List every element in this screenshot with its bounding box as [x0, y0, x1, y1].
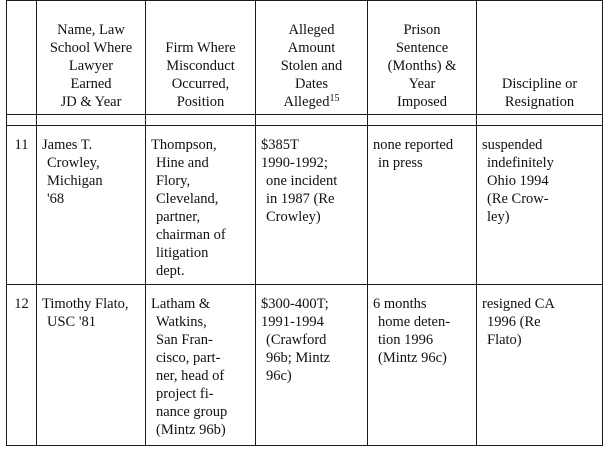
row-number: 11	[7, 126, 37, 285]
row-number: 12	[7, 285, 37, 446]
cell-discipline: suspended indefinitely Ohio 1994 (Re Crow- ley)	[477, 126, 603, 285]
header-firm-position: Firm Where Misconduct Occurred, Position	[146, 1, 256, 115]
cell-prison-sentence: 6 months home deten- tion 1996 (Mintz 96c)	[368, 285, 477, 446]
lawyer-misconduct-table	[6, 0, 603, 446]
document-page	[6, 0, 602, 446]
cell-discipline: resigned CA 1996 (Re Flato)	[477, 285, 603, 446]
header-discipline: Discipline or Resignation	[477, 1, 603, 115]
header-amount-dates: Alleged Amount Stolen and Dates Alleged$^{15}$	[256, 1, 368, 115]
cell-prison-sentence: none reported in press	[368, 126, 477, 285]
cell-amount-dates: $385T 1990-1992; one incident in 1987 (Re Crowley)	[256, 126, 368, 285]
header-rownum	[7, 1, 37, 115]
table-row	[7, 285, 603, 446]
cell-firm-position: Thompson, Hine and Flory, Cleveland, partner, chairman of litigation dept.	[146, 126, 256, 285]
cell-name-school: Timothy Flato, USC '81	[37, 285, 146, 446]
cell-name-school: James T. Crowley, Michigan '68	[37, 126, 146, 285]
header-name-school: Name, Law School Where Lawyer Earned JD & Year	[37, 1, 146, 115]
footnote-marker: 15	[329, 93, 340, 104]
spacer-row	[7, 115, 603, 126]
cell-amount-dates: $300-400T; 1991-1994 (Crawford 96b; Mintz 96c)	[256, 285, 368, 446]
header-alleged-word: Alleged	[283, 94, 330, 110]
table-header-row	[7, 1, 603, 115]
table-row	[7, 126, 603, 285]
cell-firm-position: Latham & Watkins, San Fran- cisco, part- ner, head of project fi- nance group (Mintz 96b)	[146, 285, 256, 446]
header-prison-sentence: Prison Sentence (Months) & Year Imposed	[368, 1, 477, 115]
